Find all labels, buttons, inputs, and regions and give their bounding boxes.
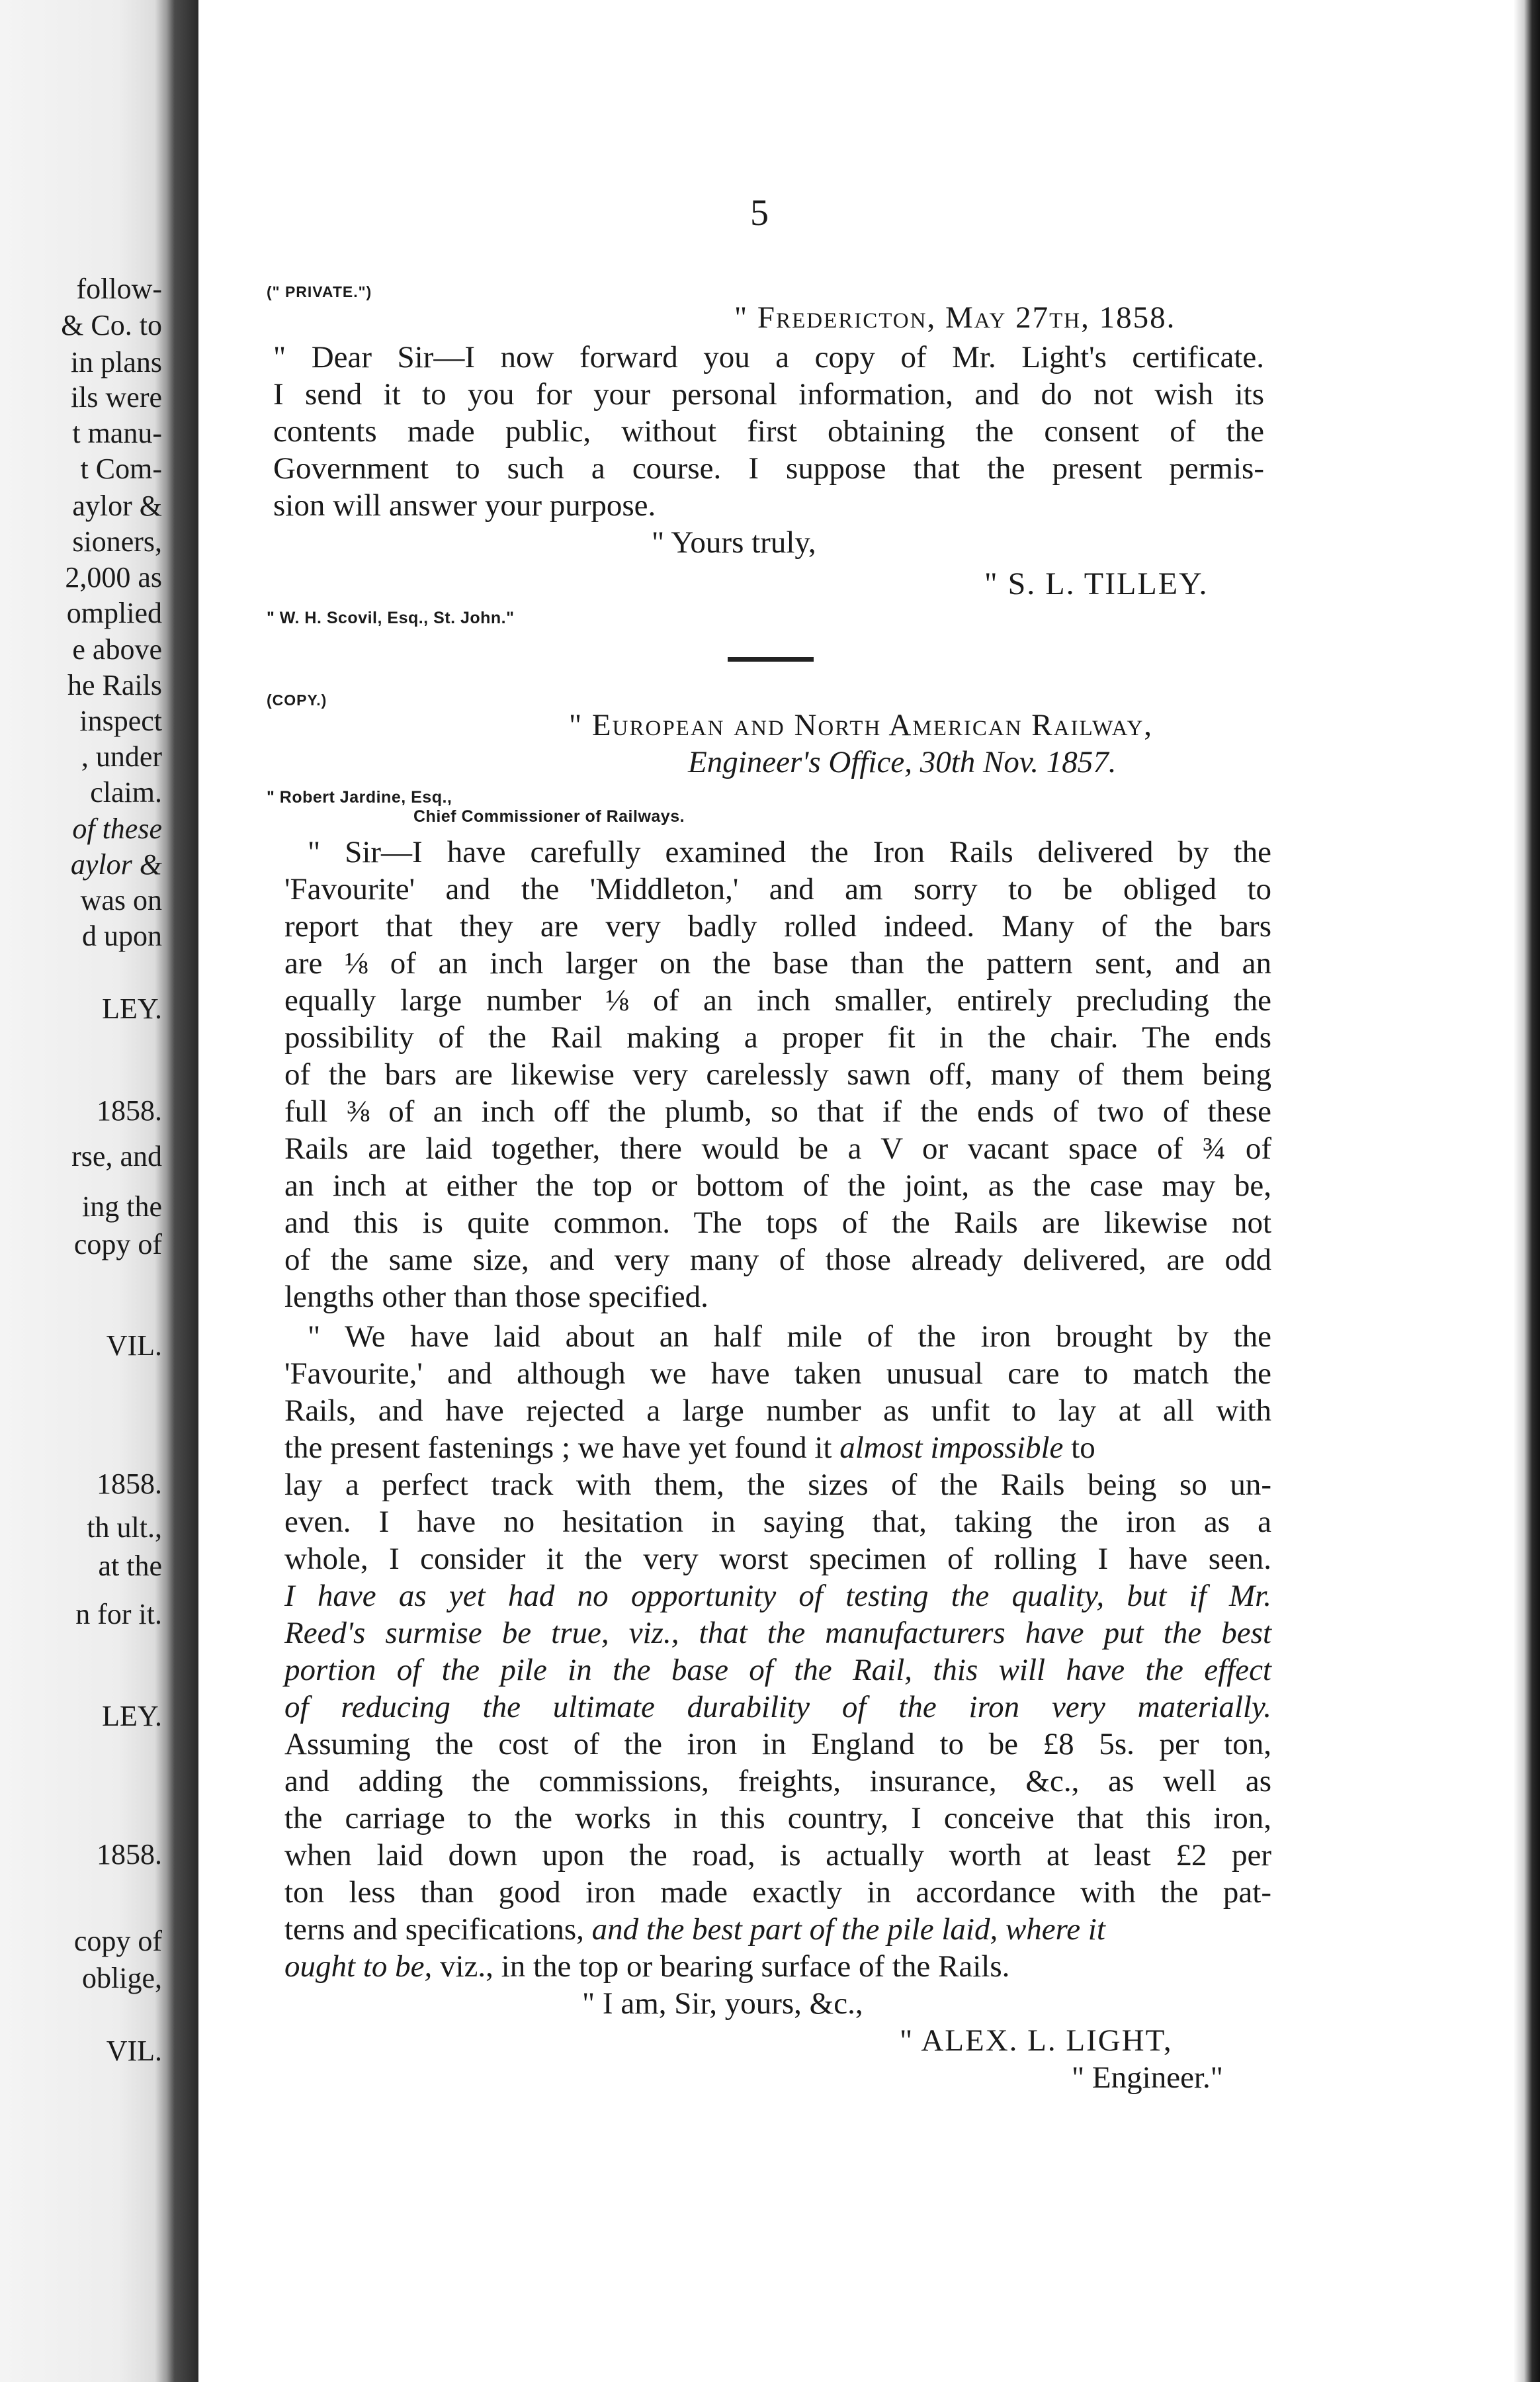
report-line-text: to (1071, 1431, 1095, 1465)
report-line-italic: of reducing the ultimate durability of the iron very materially. (284, 1690, 1271, 1724)
facing-fragment-line: LEY. (102, 1700, 162, 1732)
facing-fragment-line: inspect (79, 705, 162, 737)
report-line-italic: I have as yet had no opportunity of testing the quality, but if Mr. (284, 1579, 1271, 1613)
facing-fragment-line: , under (81, 740, 162, 773)
report-line: of the bars are likewise very carelessly sawn off, many of them being (284, 1057, 1271, 1092)
report-line: " We have laid about an half mile of the iron brought by the (308, 1319, 1271, 1354)
facing-fragment-line: VIL. (106, 2035, 162, 2067)
facing-fragment-line: copy of (73, 1228, 162, 1260)
engineer-office-dateline: Engineer's Office, 30th Nov. 1857. (688, 745, 1117, 779)
facing-fragment-line: t manu- (72, 417, 162, 449)
report-line: and this is quite common. The tops of the Rails are likewise not (284, 1206, 1271, 1240)
report-line: and adding the commissions, freights, insurance, &c., as well as (284, 1764, 1271, 1798)
report-line: are ⅛ of an inch larger on the base than the pattern sent, and an (284, 946, 1271, 981)
facing-fragment-line: sioners, (72, 525, 162, 558)
letter-line: contents made public, without first obtaining the consent of the (273, 414, 1264, 449)
facing-fragment-line: e above (72, 633, 162, 666)
report-line (284, 1429, 1095, 1466)
report-line-text: terns and specifications, (284, 1912, 584, 1947)
facing-fragment-line: ils were (70, 381, 162, 414)
report-line: 'Favourite' and the 'Middleton,' and am sorry to be obliged to (284, 872, 1271, 906)
report-line: even. I have no hesitation in saying that, taking the iron as a (284, 1505, 1271, 1539)
facing-fragment-line: 1858. (97, 1468, 162, 1500)
light-signature-title: " Engineer." (1072, 2060, 1223, 2095)
report-line: full ⅜ of an inch off the plumb, so that if the ends of two of these (284, 1094, 1271, 1129)
facing-fragment-line: was on (80, 884, 162, 916)
report-valediction: " I am, Sir, yours, &c., (582, 1986, 863, 2021)
facing-fragment-line: 2,000 as (65, 561, 162, 594)
facing-fragment-line: LEY. (102, 992, 162, 1025)
report-line: report that they are very badly rolled indeed. Many of the bars (284, 909, 1271, 944)
letter-line: " Dear Sir—I now forward you a copy of Mr. Light's certificate. (273, 340, 1264, 375)
report-line: the carriage to the works in this country, I conceive that this iron, (284, 1801, 1271, 1835)
railway-heading: " European and North American Railway, (569, 708, 1154, 742)
section-divider (728, 657, 814, 662)
emphasis-text: and the best part of the pile laid, where it (591, 1912, 1105, 1947)
letter-valediction: " Yours truly, (652, 525, 816, 560)
report-line: Assuming the cost of the iron in England to be £8 5s. per ton, (284, 1727, 1271, 1761)
facing-fragment-line: of these (72, 813, 162, 845)
report-line: lay a perfect track with them, the sizes of the Rails being so un- (284, 1468, 1271, 1502)
facing-fragment-line: oblige, (82, 1962, 162, 1994)
facing-fragment-line: VIL. (106, 1329, 162, 1362)
report-line: an inch at either the top or bottom of the joint, as the case may be, (284, 1169, 1271, 1203)
letter-addressee: " W. H. Scovil, Esq., St. John." (267, 609, 515, 627)
facing-fragment-line: copy of (73, 1925, 162, 1957)
facing-fragment-line: aylor & (72, 490, 162, 522)
report-line: possibility of the Rail making a proper fit in the chair. The ends (284, 1020, 1271, 1055)
report-line: equally large number ⅛ of an inch smaller, entirely precluding the (284, 983, 1271, 1018)
facing-fragment-line: d upon (82, 920, 162, 952)
report-line (284, 1948, 1009, 1985)
letter-line: sion will answer your purpose. (273, 488, 656, 523)
letter-line: Government to such a course. I suppose that the present permis- (273, 451, 1264, 486)
facing-fragment-line: at the (98, 1550, 162, 1582)
report-addressee-name: " Robert Jardine, Esq., (267, 788, 452, 807)
report-line: ton less than good iron made exactly in accordance with the pat- (284, 1875, 1271, 1910)
report-line: of the same size, and very many of those already delivered, are odd (284, 1243, 1271, 1277)
report-line: " Sir—I have carefully examined the Iron Rails delivered by the (308, 835, 1271, 869)
facing-fragment-line: follow- (76, 273, 162, 305)
report-addressee-title: Chief Commissioner of Railways. (413, 807, 685, 826)
report-line-italic: portion of the pile in the base of the Rail, this will have the effect (284, 1653, 1271, 1687)
report-line: Rails, and have rejected a large number as unfit to lay at all with (284, 1393, 1271, 1428)
facing-fragment-line: t Com- (80, 453, 162, 485)
tilley-signature: " S. L. TILLEY. (984, 566, 1209, 601)
emphasis-text: ought to be, (284, 1949, 433, 1984)
letter-dateline: " Fredericton, May 27th, 1858. (734, 300, 1176, 335)
copy-label: (COPY.) (267, 691, 327, 709)
report-line-text: viz., in the top or bearing surface of the Rails. (439, 1949, 1010, 1984)
report-line-text: the present fastenings ; we have yet found it (284, 1431, 832, 1465)
facing-fragment-line: rse, and (71, 1140, 162, 1172)
facing-fragment-line: 1858. (97, 1838, 162, 1871)
page-number: 5 (750, 193, 769, 234)
facing-fragment-line: 1858. (97, 1094, 162, 1127)
report-line: whole, I consider it the very worst specimen of rolling I have seen. (284, 1542, 1271, 1576)
facing-fragment-line: n for it. (75, 1598, 162, 1630)
report-line-italic: Reed's surmise be true, viz., that the manufacturers have put the best (284, 1616, 1271, 1650)
light-signature: " ALEX. L. LIGHT, (900, 2023, 1173, 2058)
facing-fragment-line: & Co. to (61, 309, 162, 341)
report-line (284, 1911, 1105, 1948)
facing-fragment-line: claim. (90, 776, 162, 809)
report-line: lengths other than those specified. (284, 1280, 708, 1314)
facing-fragment-line: he Rails (67, 669, 162, 701)
facing-fragment-line: aylor & (70, 848, 162, 881)
facing-fragment-line: ing the (82, 1190, 162, 1223)
emphasis-text: almost impossible (839, 1431, 1064, 1465)
facing-fragment-line: omplied (66, 597, 162, 629)
report-line: 'Favourite,' and although we have taken unusual care to match the (284, 1356, 1271, 1391)
report-line: Rails are laid together, there would be a V or vacant space of ¾ of (284, 1131, 1271, 1166)
report-line: when laid down upon the road, is actually worth at least £2 per (284, 1838, 1271, 1873)
facing-fragment-line: th ult., (87, 1511, 162, 1544)
letter-line: I send it to you for your personal information, and do not wish its (273, 377, 1264, 412)
private-label: (" PRIVATE.") (267, 283, 372, 300)
facing-fragment-line: in plans (70, 346, 162, 378)
